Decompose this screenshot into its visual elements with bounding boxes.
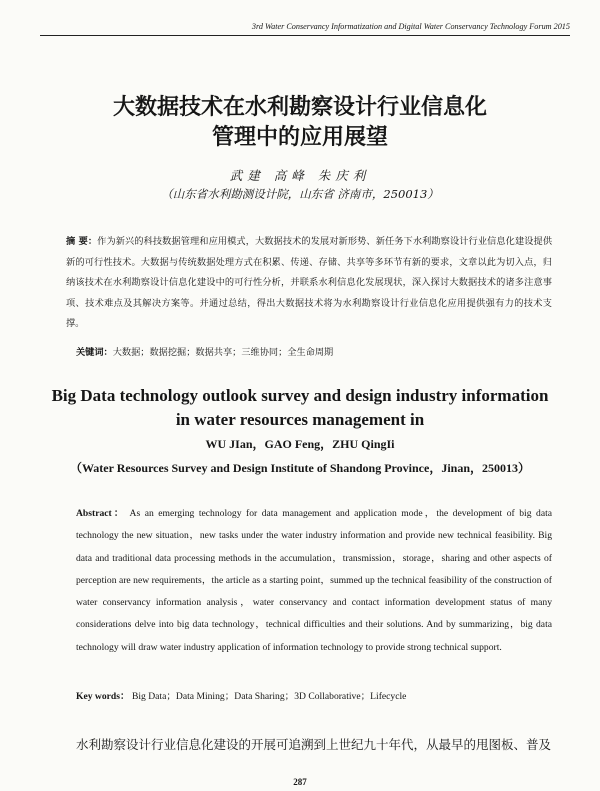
running-header: 3rd Water Conservancy Informatization and Digital Water Conservancy Technology Forum 2015	[40, 22, 570, 36]
chinese-abstract-text: 作为新兴的科技数据管理和应用模式，大数据技术的发展对新形势、新任务下水利勘察设计行业信息化建设提供新的可行性技术。大数据与传统数据处理方式在积累、传递、存储、共享等多环节有新的要求，文章以此为切入点，归纳该技术在水利勘察设计信息化建设中的可行性分析，并联系水利信息化发展现状，深入探讨大数据技术的诸多注意事项、技术难点及其解决方案等。并通过总结，得出大数据技术将为水利勘察设计行业信息化应用提供强有力的技术支撑。	[66, 236, 553, 329]
english-keywords-text: Big Data；Data Mining；Data Sharing；3D Collaborative；Lifecycle	[131, 691, 407, 702]
chinese-keywords	[76, 344, 552, 358]
english-title	[40, 384, 560, 432]
chinese-title	[0, 92, 600, 152]
english-abstract	[76, 503, 552, 659]
english-keywords	[76, 688, 552, 702]
english-abstract-label: Abstract：	[76, 508, 126, 519]
chinese-affiliation: （山东省水利勘测设计院，山东省 济南市，250013）	[161, 187, 439, 201]
english-affiliation: （Water Resources Survey and Design Institute of Shandong Province，Jinan，250013）	[69, 461, 531, 475]
chinese-keywords-label: 关键词：	[76, 347, 113, 358]
body-paragraph-first-line: 水利勘察设计行业信息化建设的开展可追溯到上世纪九十年代，从最早的甩图板、普及	[76, 737, 552, 752]
chinese-keywords-text: 大数据；数据挖掘；数据共享；三维协同；全生命周期	[112, 347, 334, 358]
english-title-line-1: Big Data technology outlook survey and design industry information	[51, 386, 549, 405]
page-number: 287	[293, 777, 307, 787]
chinese-title-line-1: 大数据技术在水利勘察设计行业信息化	[112, 94, 487, 120]
chinese-abstract-label: 摘 要：	[66, 236, 98, 247]
chinese-authors: 武建 高峰 朱庆利	[229, 168, 371, 183]
chinese-title-line-2: 管理中的应用展望	[211, 124, 388, 150]
english-abstract-text: As an emerging technology for data management and application mode，the development of big data technology the new situation，new tasks under the water industry information and provide new technical feasibility. Big data and traditional data processing methods in the accumulation，transmission，storage，sharing and other aspects of perception are new requirements，the article as a starting point，summed up the technical feasibility of the construction of water conservancy information analysis，water conservancy and contact information development status of many considerations delve into big data technology，technical difficulties and their solutions. And by summarizing，big data technology will draw water industry application of information technology to provide strong technical support.	[76, 508, 553, 653]
english-authors: WU JIan，GAO Feng，ZHU QingIi	[205, 437, 395, 451]
chinese-abstract	[66, 232, 552, 335]
english-title-line-2: in water resources management in	[175, 410, 425, 429]
english-keywords-label: Key words：	[76, 691, 130, 702]
